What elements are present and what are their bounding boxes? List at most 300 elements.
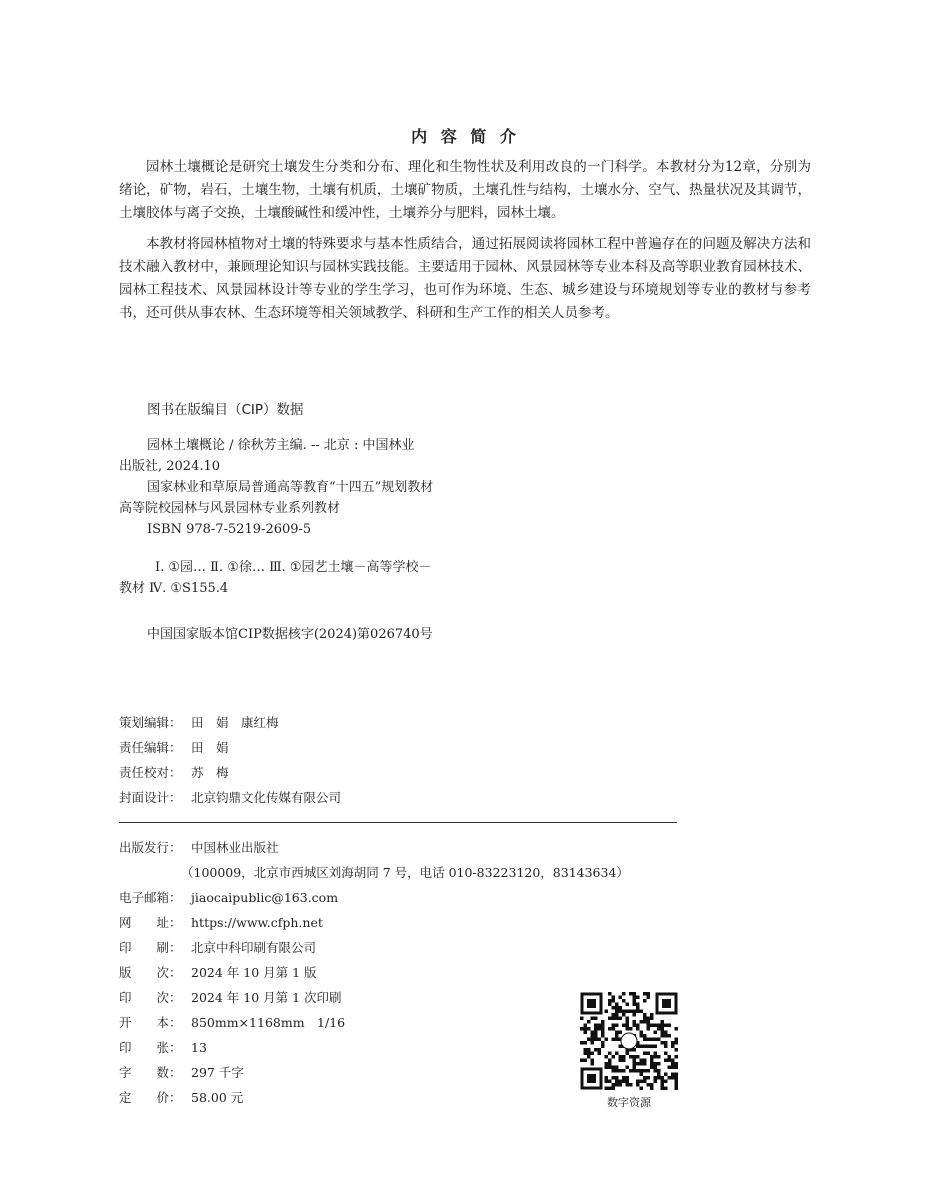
qr-module <box>584 1027 588 1031</box>
qr-module <box>675 1062 679 1066</box>
qr-module <box>622 1059 626 1063</box>
qr-module <box>647 996 651 1000</box>
intro-paragraph-2: 本教材将园林植物对土壤的特殊要求与基本性质结合，通过拓展阅读将园林工程中普遍存在的问题及解决方法和技术融入教材中，兼顾理论知识与园林实践技能。主要适用于园林、风景园林等专业本科及高等职业教育园林技术、园林工程技术、风景园林设计等专业的学生学习，也可作为环境、生态、城乡建设与环境规划等专业的教材与参考书，还可供从事农林、生态环境等相关领域教学、科研和生产工作的相关人员参考。 <box>119 236 811 321</box>
qr-module <box>626 1076 630 1080</box>
qr-module <box>640 1069 644 1073</box>
qr-module <box>661 1041 665 1045</box>
qr-module <box>675 1080 679 1084</box>
qr-module <box>636 996 640 1000</box>
qr-module <box>626 1017 630 1021</box>
qr-module <box>643 1038 647 1042</box>
qr-module <box>650 1062 654 1066</box>
credit-label: 字 数： <box>119 1065 182 1080</box>
qr-module <box>633 1010 637 1014</box>
qr-module <box>643 1017 647 1021</box>
qr-module <box>675 1073 679 1077</box>
qr-module <box>608 1080 612 1084</box>
cip-record-number: 中国国家版本馆CIP数据核字(2024)第026740号 <box>147 627 433 642</box>
qr-module <box>612 1083 616 1087</box>
pub-row <box>119 1060 629 1085</box>
qr-module <box>668 1059 672 1063</box>
qr-module <box>626 1052 630 1056</box>
qr-module <box>587 1038 591 1042</box>
qr-module <box>608 999 612 1003</box>
qr-module <box>619 1017 623 1021</box>
qr-module <box>629 1069 633 1073</box>
credit-value: 苏 梅 <box>191 765 229 780</box>
qr-module <box>622 1024 626 1028</box>
qr-module <box>633 1013 637 1017</box>
qr-module <box>615 1013 619 1017</box>
qr-module <box>633 1066 637 1070</box>
edition-value: 2024 年 10 月第 1 版 <box>191 965 317 980</box>
pub-row <box>119 935 629 960</box>
qr-module <box>640 1010 644 1014</box>
qr-module <box>580 1027 584 1031</box>
qr-module <box>580 1017 584 1021</box>
qr-module <box>633 992 637 996</box>
qr-module <box>619 1069 623 1073</box>
qr-module <box>671 1066 675 1070</box>
qr-module <box>619 1010 623 1014</box>
qr-module <box>661 1087 665 1091</box>
qr-module <box>608 1017 612 1021</box>
credit-label: 出版发行： <box>119 840 182 855</box>
qr-module <box>587 1052 591 1056</box>
qr-module <box>643 1045 647 1049</box>
qr-module <box>647 1020 651 1024</box>
credit-value: 田 娟 <box>191 740 229 755</box>
qr-module <box>668 1034 672 1038</box>
qr-module <box>671 1076 675 1080</box>
qr-module <box>647 1069 651 1073</box>
qr-module <box>626 1003 630 1007</box>
qr-module <box>668 1066 672 1070</box>
qr-module <box>619 1055 623 1059</box>
qr-module <box>629 992 633 996</box>
qr-module <box>654 1031 658 1035</box>
credit-value: 北京钧鼎文化传媒有限公司 <box>191 790 342 805</box>
qr-module <box>605 1062 609 1066</box>
qr-module <box>612 1055 616 1059</box>
pub-row <box>119 885 629 910</box>
qr-module <box>675 1055 679 1059</box>
qr-module <box>622 1076 626 1080</box>
qr-module <box>594 1038 598 1042</box>
qr-module <box>601 1027 605 1031</box>
qr-module <box>612 1024 616 1028</box>
credit-label: 策划编辑： <box>119 715 182 730</box>
qr-module <box>601 1045 605 1049</box>
qr-module <box>664 1034 668 1038</box>
qr-module <box>664 1031 668 1035</box>
credit-label: 电子邮箱： <box>119 890 182 905</box>
qr-module <box>612 1006 616 1010</box>
qr-module <box>612 1038 616 1042</box>
qr-module <box>601 1034 605 1038</box>
editor-row <box>119 785 341 810</box>
qr-module <box>619 1006 623 1010</box>
qr-module <box>633 1069 637 1073</box>
qr-module <box>647 1024 651 1028</box>
qr-module <box>619 996 623 1000</box>
qr-module <box>605 1055 609 1059</box>
qr-module <box>612 1027 616 1031</box>
qr-module <box>636 1027 640 1031</box>
qr-module <box>629 1010 633 1014</box>
qr-module <box>654 1024 658 1028</box>
qr-code-icon[interactable] <box>580 992 678 1090</box>
cip-line-4: 高等院校园林与风景园林专业系列教材 <box>119 501 341 516</box>
printing-value: 2024 年 10 月第 1 次印刷 <box>191 990 342 1005</box>
qr-module <box>671 1041 675 1045</box>
qr-module <box>664 1045 668 1049</box>
qr-module <box>657 1069 661 1073</box>
qr-module <box>661 1034 665 1038</box>
qr-module <box>675 1076 679 1080</box>
qr-module <box>605 1038 609 1042</box>
qr-module <box>601 1020 605 1024</box>
qr-module <box>650 1024 654 1028</box>
qr-module <box>622 992 626 996</box>
qr-module <box>657 1027 661 1031</box>
qr-module <box>608 1027 612 1031</box>
qr-module <box>664 1087 668 1091</box>
qr-module <box>594 1017 598 1021</box>
qr-module <box>608 992 612 996</box>
qr-module <box>647 1076 651 1080</box>
qr-module <box>647 1083 651 1087</box>
qr-module <box>671 1045 675 1049</box>
cip-classification <box>119 557 539 599</box>
qr-module <box>668 1024 672 1028</box>
qr-module <box>598 1048 602 1052</box>
qr-module <box>657 1055 661 1059</box>
cip-line-5: ISBN 978-7-5219-2609-5 <box>147 522 312 537</box>
qr-module <box>615 1031 619 1035</box>
qr-module <box>598 1027 602 1031</box>
publication-info <box>119 835 629 1110</box>
publisher-row <box>119 835 629 860</box>
qr-module <box>664 1041 668 1045</box>
qr-module <box>612 1076 616 1080</box>
qr-module <box>643 1076 647 1080</box>
qr-module <box>587 1027 591 1031</box>
qr-module <box>650 1017 654 1021</box>
qr-module <box>664 1080 668 1084</box>
pub-row <box>119 985 629 1010</box>
qr-module <box>664 1052 668 1056</box>
qr-module <box>615 1080 619 1084</box>
qr-module <box>654 1038 658 1042</box>
qr-module <box>612 1066 616 1070</box>
qr-module <box>615 1003 619 1007</box>
qr-module <box>608 1087 612 1091</box>
qr-module <box>615 1069 619 1073</box>
qr-module <box>640 1073 644 1077</box>
qr-module <box>622 1055 626 1059</box>
qr-module <box>615 1017 619 1021</box>
qr-module <box>633 1059 637 1063</box>
qr-module <box>612 1087 616 1091</box>
pub-row <box>119 1010 629 1035</box>
qr-module <box>633 1055 637 1059</box>
editor-row <box>119 760 341 785</box>
qr-module <box>675 1038 679 1042</box>
qr-module <box>661 1020 665 1024</box>
qr-module <box>675 1027 679 1031</box>
qr-module <box>615 1052 619 1056</box>
qr-module <box>675 1066 679 1070</box>
qr-module <box>643 1020 647 1024</box>
qr-module <box>587 1055 591 1059</box>
qr-module <box>633 996 637 1000</box>
qr-module <box>654 1045 658 1049</box>
qr-module <box>591 1041 595 1045</box>
qr-module <box>594 1027 598 1031</box>
qr-module <box>598 1052 602 1056</box>
qr-module <box>622 1010 626 1014</box>
qr-module <box>654 1055 658 1059</box>
intro-paragraph-1: 园林土壤概论是研究土壤发生分类和分布、理化和生物性状及利用改良的一门科学。本教材分为12章，分别为绪论，矿物，岩石，土壤生物，土壤有机质，土壤矿物质，土壤孔性与结构，土壤水分、空气、热量状况及其调节，土壤胶体与离子交换，土壤酸碱性和缓冲性，土壤养分与肥料，园林土壤。 <box>119 159 811 221</box>
qr-module <box>671 1059 675 1063</box>
qr-module <box>643 999 647 1003</box>
qr-module <box>612 999 616 1003</box>
qr-module <box>647 1017 651 1021</box>
publisher-name: 中国林业出版社 <box>191 840 279 855</box>
qr-module <box>650 1059 654 1063</box>
qr-module <box>626 1027 630 1031</box>
qr-module <box>605 1010 609 1014</box>
qr-module <box>668 1076 672 1080</box>
qr-module <box>647 992 651 996</box>
publisher-address: （100009，北京市西城区刘海胡同 7 号，电话 010-83223120，83143634） <box>181 865 629 880</box>
website-value: https://www.cfph.net <box>191 915 323 930</box>
qr-module <box>587 1048 591 1052</box>
qr-module <box>615 1083 619 1087</box>
qr-module <box>584 1059 588 1063</box>
qr-module <box>664 1073 668 1077</box>
qr-module <box>594 1031 598 1035</box>
qr-module <box>650 1013 654 1017</box>
qr-module <box>654 1052 658 1056</box>
qr-module <box>643 992 647 996</box>
qr-module <box>608 1062 612 1066</box>
qr-module <box>668 1055 672 1059</box>
qr-module <box>636 1003 640 1007</box>
qr-module <box>615 1038 619 1042</box>
qr-module <box>591 1034 595 1038</box>
qr-module <box>661 1031 665 1035</box>
qr-module <box>615 1024 619 1028</box>
qr-module <box>594 1048 598 1052</box>
qr-module <box>675 1048 679 1052</box>
qr-module <box>608 1059 612 1063</box>
qr-module <box>591 1038 595 1042</box>
qr-module <box>661 1076 665 1080</box>
qr-module <box>640 1087 644 1091</box>
qr-module <box>647 1027 651 1031</box>
qr-module <box>654 1066 658 1070</box>
qr-module <box>622 1013 626 1017</box>
qr-module <box>615 1066 619 1070</box>
cip-line-3: 国家林业和草原局普通高等教育“十四五”规划教材 <box>147 480 434 495</box>
page-title: 内 容 简 介 <box>411 127 520 146</box>
qr-module <box>608 1003 612 1007</box>
qr-module <box>654 1076 658 1080</box>
pub-row <box>119 1035 629 1060</box>
qr-module <box>633 999 637 1003</box>
qr-module <box>661 1027 665 1031</box>
qr-module <box>650 1038 654 1042</box>
qr-module <box>654 1080 658 1084</box>
qr-module <box>584 1024 588 1028</box>
qr-module <box>640 1020 644 1024</box>
qr-module <box>650 1087 654 1091</box>
qr-module <box>640 1031 644 1035</box>
qr-module <box>654 1069 658 1073</box>
printer-value: 北京中科印刷有限公司 <box>191 940 317 955</box>
qr-module <box>619 1045 623 1049</box>
credit-label: 版 次： <box>119 965 182 980</box>
qr-module <box>640 1059 644 1063</box>
qr-module <box>584 1052 588 1056</box>
credit-label: 网 址： <box>119 915 182 930</box>
cip-heading: 图书在版编目（CIP）数据 <box>147 402 304 418</box>
qr-module <box>598 1024 602 1028</box>
qr-module <box>612 1017 616 1021</box>
qr-module <box>619 1083 623 1087</box>
qr-module <box>584 1031 588 1035</box>
qr-module <box>601 1031 605 1035</box>
qr-module <box>636 1024 640 1028</box>
credit-label: 定 价： <box>119 1090 182 1105</box>
qr-module <box>594 1034 598 1038</box>
qr-module <box>612 1069 616 1073</box>
qr-module <box>622 999 626 1003</box>
qr-module <box>615 1034 619 1038</box>
word-count-value: 297 千字 <box>191 1065 244 1080</box>
qr-module <box>605 1087 609 1091</box>
qr-module <box>587 1020 591 1024</box>
qr-module <box>633 1020 637 1024</box>
editor-credits <box>119 710 341 810</box>
qr-module <box>636 1010 640 1014</box>
qr-module <box>626 1066 630 1070</box>
credit-label: 责任编辑： <box>119 740 182 755</box>
price-value: 58.00 元 <box>191 1090 244 1105</box>
qr-module <box>661 1080 665 1084</box>
qr-module <box>629 1055 633 1059</box>
qr-module <box>657 1076 661 1080</box>
qr-module <box>612 1013 616 1017</box>
qr-module <box>619 1031 623 1035</box>
qr-module <box>605 1080 609 1084</box>
qr-module <box>647 1052 651 1056</box>
qr-module <box>657 1038 661 1042</box>
qr-module <box>622 1080 626 1084</box>
qr-module <box>633 1024 637 1028</box>
qr-module <box>643 1034 647 1038</box>
qr-module <box>626 1080 630 1084</box>
qr-module <box>629 1083 633 1087</box>
qr-module <box>591 1059 595 1063</box>
qr-module <box>626 1083 630 1087</box>
credit-label: 印 次： <box>119 990 182 1005</box>
qr-module <box>594 1024 598 1028</box>
cip-record <box>119 435 539 540</box>
qr-module <box>608 1066 612 1070</box>
qr-module <box>657 1024 661 1028</box>
qr-module <box>636 1062 640 1066</box>
format-value: 850mm×1168mm 1/16 <box>191 1015 346 1030</box>
qr-module <box>671 1062 675 1066</box>
qr-module <box>598 1038 602 1042</box>
qr-module <box>643 1062 647 1066</box>
qr-module <box>650 1045 654 1049</box>
qr-module <box>647 1038 651 1042</box>
qr-module <box>584 1041 588 1045</box>
qr-module <box>636 1083 640 1087</box>
qr-module <box>643 1052 647 1056</box>
qr-module <box>601 1024 605 1028</box>
qr-module <box>591 1052 595 1056</box>
qr-module <box>626 1020 630 1024</box>
cip-line-7: 教材 Ⅳ. ①S155.4 <box>119 581 229 596</box>
pub-row <box>119 910 629 935</box>
divider-line <box>119 822 677 823</box>
qr-module <box>619 1059 623 1063</box>
qr-module <box>636 1080 640 1084</box>
qr-caption: 数字资源 <box>607 1096 651 1109</box>
qr-module <box>675 1087 679 1091</box>
qr-module <box>584 1048 588 1052</box>
qr-module <box>636 1045 640 1049</box>
qr-module <box>629 1027 633 1031</box>
qr-module <box>615 1076 619 1080</box>
qr-module <box>643 1059 647 1063</box>
qr-module <box>615 1010 619 1014</box>
qr-module <box>643 1013 647 1017</box>
qr-module <box>633 1003 637 1007</box>
qr-module <box>580 1059 584 1063</box>
credit-label: 印 张： <box>119 1040 182 1055</box>
qr-module <box>636 1055 640 1059</box>
qr-module <box>601 1041 605 1045</box>
pub-row <box>119 1085 629 1110</box>
qr-module <box>633 1048 637 1052</box>
qr-module <box>640 1080 644 1084</box>
qr-module <box>643 1069 647 1073</box>
qr-module <box>650 1066 654 1070</box>
credit-label: 开 本： <box>119 1015 182 1030</box>
credit-label: 封面设计： <box>119 790 182 805</box>
credit-label: 责任校对： <box>119 765 182 780</box>
qr-module <box>605 1066 609 1070</box>
editor-row <box>119 735 341 760</box>
qr-module <box>664 1059 668 1063</box>
qr-module <box>640 1045 644 1049</box>
qr-module <box>647 1045 651 1049</box>
qr-module <box>675 1083 679 1087</box>
qr-module <box>622 1069 626 1073</box>
qr-module <box>654 1062 658 1066</box>
qr-module <box>640 1034 644 1038</box>
qr-module <box>664 1024 668 1028</box>
sheets-value: 13 <box>191 1040 207 1055</box>
qr-module <box>657 1062 661 1066</box>
qr-module <box>626 1024 630 1028</box>
